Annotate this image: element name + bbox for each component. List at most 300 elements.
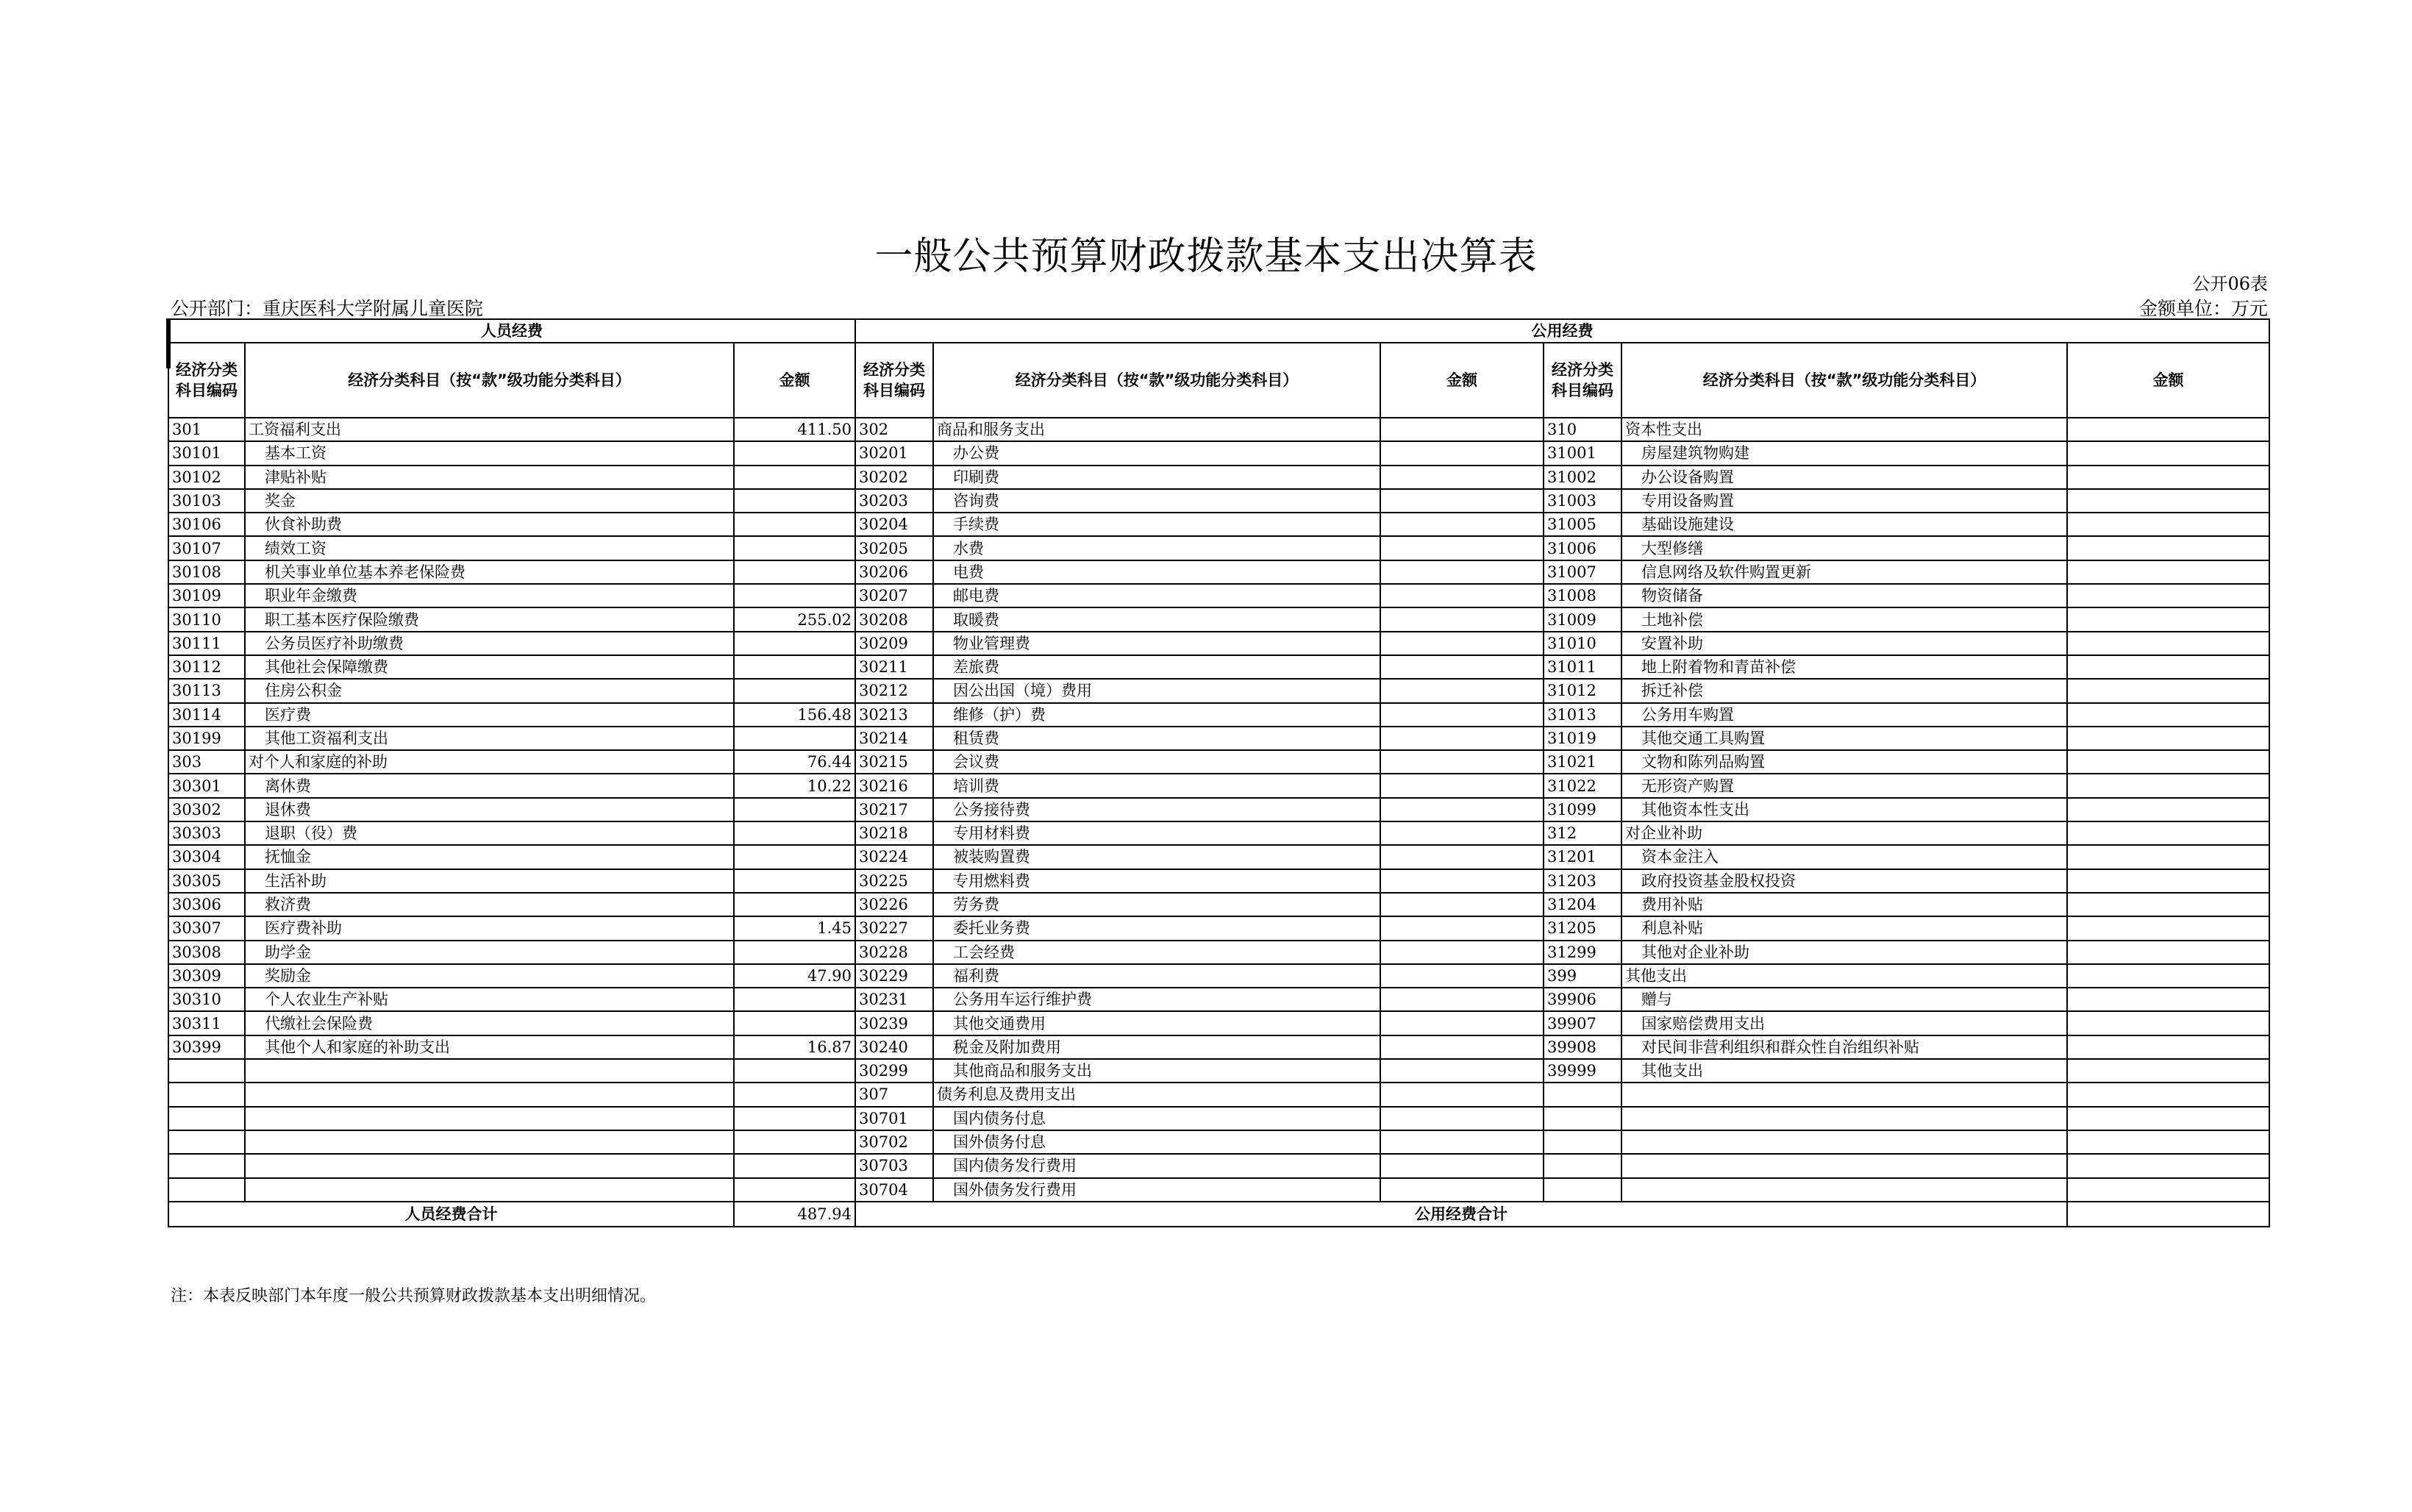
- row-code: 30216: [855, 774, 933, 797]
- table-row: [168, 536, 2269, 560]
- row-code: 31201: [1544, 845, 1621, 869]
- row-name: 公务接待费: [933, 798, 1380, 821]
- row-name: 对个人和家庭的补助: [245, 750, 734, 774]
- row-amount: [734, 560, 855, 584]
- left-border-accent: [166, 318, 171, 368]
- row-amount: [1380, 1035, 1544, 1059]
- row-code: 31019: [1544, 727, 1621, 750]
- row-amount: [2067, 727, 2269, 750]
- row-amount: 1.45: [734, 916, 855, 940]
- row-name: 无形资产购置: [1621, 774, 2067, 797]
- row-name: [245, 1059, 734, 1083]
- row-amount: [1380, 1178, 1544, 1202]
- row-code: 30307: [168, 916, 245, 940]
- row-amount: [1380, 893, 1544, 916]
- col-header-name: 经济分类科目（按“款”级功能分类科目）: [1621, 343, 2067, 418]
- row-amount: 156.48: [734, 703, 855, 727]
- row-code: 30299: [855, 1059, 933, 1083]
- row-name: 赠与: [1621, 988, 2067, 1011]
- table-row: [168, 774, 2269, 797]
- row-amount: [2067, 869, 2269, 893]
- row-name: 其他商品和服务支出: [933, 1059, 1380, 1083]
- row-name: [245, 1154, 734, 1177]
- row-name: 资本金注入: [1621, 845, 2067, 869]
- row-amount: [1380, 869, 1544, 893]
- row-name: 津贴补贴: [245, 466, 734, 489]
- table-row: [168, 1035, 2269, 1059]
- row-name: [1621, 1107, 2067, 1130]
- row-name: 公务用车购置: [1621, 703, 2067, 727]
- row-amount: [734, 441, 855, 465]
- col-header-name: 经济分类科目（按“款”级功能分类科目）: [933, 343, 1380, 418]
- row-name: 办公设备购置: [1621, 466, 2067, 489]
- table-row: [168, 727, 2269, 750]
- row-code: 31011: [1544, 655, 1621, 679]
- row-name: 土地补偿: [1621, 607, 2067, 631]
- row-name: 生活补助: [245, 869, 734, 893]
- row-amount: [734, 632, 855, 655]
- row-code: 30218: [855, 821, 933, 845]
- row-name: 国内债务发行费用: [933, 1154, 1380, 1177]
- row-amount: [734, 466, 855, 489]
- row-name: 奖励金: [245, 964, 734, 988]
- row-amount: [1380, 774, 1544, 797]
- row-name: 离休费: [245, 774, 734, 797]
- table-row: [168, 1107, 2269, 1130]
- table-row: [168, 466, 2269, 489]
- row-code: 30703: [855, 1154, 933, 1177]
- row-amount: [1380, 941, 1544, 964]
- table-row: [168, 916, 2269, 940]
- row-code: [168, 1178, 245, 1202]
- row-code: 30302: [168, 798, 245, 821]
- row-name: 其他社会保障缴费: [245, 655, 734, 679]
- row-code: 30102: [168, 466, 245, 489]
- row-code: 31006: [1544, 536, 1621, 560]
- row-amount: [1380, 1130, 1544, 1154]
- row-amount: [1380, 679, 1544, 702]
- row-name: 拆迁补偿: [1621, 679, 2067, 702]
- table-row: [168, 1011, 2269, 1035]
- row-amount: [734, 1011, 855, 1035]
- row-code: 310: [1544, 418, 1621, 441]
- page-title: 一般公共预算财政拨款基本支出决算表: [874, 235, 1538, 279]
- row-name: 维修（护）费: [933, 703, 1380, 727]
- row-amount: [734, 893, 855, 916]
- amount-unit-label: 金额单位：万元: [2138, 298, 2268, 319]
- row-name: 差旅费: [933, 655, 1380, 679]
- row-amount: [1380, 1107, 1544, 1130]
- row-amount: [2067, 1083, 2269, 1106]
- table-row: [168, 513, 2269, 536]
- row-name: 对企业补助: [1621, 821, 2067, 845]
- row-name: 职业年金缴费: [245, 584, 734, 607]
- row-name: 伙食补助费: [245, 513, 734, 536]
- row-code: [1544, 1130, 1621, 1154]
- row-amount: [1380, 489, 1544, 513]
- row-amount: [2067, 466, 2269, 489]
- row-amount: [1380, 821, 1544, 845]
- row-amount: [2067, 964, 2269, 988]
- row-code: 30702: [855, 1130, 933, 1154]
- row-code: 30231: [855, 988, 933, 1011]
- table-row: [168, 489, 2269, 513]
- row-code: 30225: [855, 869, 933, 893]
- row-code: [1544, 1083, 1621, 1106]
- row-amount: [2067, 513, 2269, 536]
- section-header-row: [168, 319, 2269, 343]
- row-amount: [1380, 845, 1544, 869]
- row-name: 其他交通费用: [933, 1011, 1380, 1035]
- row-code: 30103: [168, 489, 245, 513]
- row-code: 30108: [168, 560, 245, 584]
- row-code: 30228: [855, 941, 933, 964]
- row-amount: [2067, 418, 2269, 441]
- row-amount: [2067, 941, 2269, 964]
- row-amount: [2067, 655, 2269, 679]
- row-amount: [2067, 1130, 2269, 1154]
- row-code: 30310: [168, 988, 245, 1011]
- row-name: 医疗费补助: [245, 916, 734, 940]
- row-amount: 47.90: [734, 964, 855, 988]
- row-amount: [2067, 679, 2269, 702]
- row-code: 312: [1544, 821, 1621, 845]
- row-amount: [734, 727, 855, 750]
- row-amount: [2067, 750, 2269, 774]
- row-name: 地上附着物和青苗补偿: [1621, 655, 2067, 679]
- row-amount: 16.87: [734, 1035, 855, 1059]
- row-amount: [2067, 798, 2269, 821]
- row-name: 取暖费: [933, 607, 1380, 631]
- row-amount: [2067, 584, 2269, 607]
- col-header-code: 经济分类科目编码: [855, 343, 933, 418]
- row-name: 专用材料费: [933, 821, 1380, 845]
- row-name: 基本工资: [245, 441, 734, 465]
- row-code: 39906: [1544, 988, 1621, 1011]
- row-name: 工会经费: [933, 941, 1380, 964]
- row-amount: [1380, 513, 1544, 536]
- row-code: 30227: [855, 916, 933, 940]
- table-row: [168, 750, 2269, 774]
- table-row: [168, 964, 2269, 988]
- row-name: 利息补贴: [1621, 916, 2067, 940]
- table-row: [168, 655, 2269, 679]
- row-code: 30203: [855, 489, 933, 513]
- row-amount: [1380, 916, 1544, 940]
- row-name: 其他交通工具购置: [1621, 727, 2067, 750]
- row-amount: [734, 536, 855, 560]
- row-code: 30211: [855, 655, 933, 679]
- row-amount: [734, 798, 855, 821]
- row-amount: [1380, 750, 1544, 774]
- row-code: 31008: [1544, 584, 1621, 607]
- section-personnel: 人员经费: [168, 319, 855, 343]
- row-amount: [2067, 560, 2269, 584]
- table-row: [168, 893, 2269, 916]
- section-public: 公用经费: [855, 319, 2269, 343]
- row-amount: [734, 513, 855, 536]
- row-code: 30202: [855, 466, 933, 489]
- table-row: [168, 845, 2269, 869]
- row-amount: [1380, 441, 1544, 465]
- row-name: 职工基本医疗保险缴费: [245, 607, 734, 631]
- row-name: 被装购置费: [933, 845, 1380, 869]
- row-name: 助学金: [245, 941, 734, 964]
- row-amount: [734, 821, 855, 845]
- row-code: 30308: [168, 941, 245, 964]
- row-code: 30303: [168, 821, 245, 845]
- row-amount: [1380, 607, 1544, 631]
- row-name: 基础设施建设: [1621, 513, 2067, 536]
- row-code: [168, 1083, 245, 1106]
- row-amount: [2067, 1011, 2269, 1035]
- row-name: 文物和陈列品购置: [1621, 750, 2067, 774]
- row-name: 手续费: [933, 513, 1380, 536]
- row-name: 专用燃料费: [933, 869, 1380, 893]
- table-row: [168, 1130, 2269, 1154]
- col-header-name: 经济分类科目（按“款”级功能分类科目）: [245, 343, 734, 418]
- row-name: 医疗费: [245, 703, 734, 727]
- table-row: [168, 607, 2269, 631]
- table-row: [168, 821, 2269, 845]
- row-code: 30311: [168, 1011, 245, 1035]
- row-amount: [1380, 418, 1544, 441]
- row-amount: [1380, 584, 1544, 607]
- row-code: 30226: [855, 893, 933, 916]
- row-amount: [2067, 1059, 2269, 1083]
- row-code: 31205: [1544, 916, 1621, 940]
- row-code: [1544, 1178, 1621, 1202]
- row-name: [245, 1178, 734, 1202]
- row-amount: [2067, 1035, 2269, 1059]
- row-code: 31021: [1544, 750, 1621, 774]
- row-code: 31299: [1544, 941, 1621, 964]
- row-code: 30114: [168, 703, 245, 727]
- row-name: 救济费: [245, 893, 734, 916]
- row-name: 邮电费: [933, 584, 1380, 607]
- table-row: [168, 679, 2269, 702]
- row-code: 31012: [1544, 679, 1621, 702]
- col-header-code: 经济分类科目编码: [168, 343, 245, 418]
- row-code: 30240: [855, 1035, 933, 1059]
- personnel-total-amount: 487.94: [734, 1202, 855, 1227]
- row-code: 31009: [1544, 607, 1621, 631]
- row-name: 因公出国（境）费用: [933, 679, 1380, 702]
- row-code: 30214: [855, 727, 933, 750]
- row-code: 30215: [855, 750, 933, 774]
- row-name: [1621, 1083, 2067, 1106]
- row-amount: [2067, 988, 2269, 1011]
- col-header-amount: 金额: [734, 343, 855, 418]
- row-code: 31203: [1544, 869, 1621, 893]
- row-name: 机关事业单位基本养老保险费: [245, 560, 734, 584]
- row-amount: [2067, 703, 2269, 727]
- row-amount: [2067, 1107, 2269, 1130]
- row-name: 债务利息及费用支出: [933, 1083, 1380, 1106]
- row-code: 31005: [1544, 513, 1621, 536]
- row-code: 31013: [1544, 703, 1621, 727]
- row-name: 退休费: [245, 798, 734, 821]
- row-name: 培训费: [933, 774, 1380, 797]
- row-amount: [734, 489, 855, 513]
- row-amount: [734, 869, 855, 893]
- row-amount: [2067, 632, 2269, 655]
- row-amount: [2067, 893, 2269, 916]
- row-code: 307: [855, 1083, 933, 1106]
- row-code: 30306: [168, 893, 245, 916]
- row-name: 抚恤金: [245, 845, 734, 869]
- row-code: [168, 1130, 245, 1154]
- row-code: 30207: [855, 584, 933, 607]
- row-amount: [1380, 1011, 1544, 1035]
- row-code: 30704: [855, 1178, 933, 1202]
- row-name: 水费: [933, 536, 1380, 560]
- row-code: 30239: [855, 1011, 933, 1035]
- row-code: 31204: [1544, 893, 1621, 916]
- row-name: 退职（役）费: [245, 821, 734, 845]
- row-code: 30110: [168, 607, 245, 631]
- table-row: [168, 869, 2269, 893]
- personnel-total-label: 人员经费合计: [168, 1202, 734, 1227]
- budget-table: [168, 318, 2270, 1227]
- table-row: [168, 632, 2269, 655]
- row-name: 印刷费: [933, 466, 1380, 489]
- row-code: 30208: [855, 607, 933, 631]
- row-name: 国外债务发行费用: [933, 1178, 1380, 1202]
- row-code: 30229: [855, 964, 933, 988]
- row-code: 30205: [855, 536, 933, 560]
- row-name: 咨询费: [933, 489, 1380, 513]
- col-header-code: 经济分类科目编码: [1544, 343, 1621, 418]
- row-amount: [1380, 988, 1544, 1011]
- row-code: 30213: [855, 703, 933, 727]
- table-row: [168, 988, 2269, 1011]
- row-name: [1621, 1154, 2067, 1177]
- row-name: 会议费: [933, 750, 1380, 774]
- row-name: 费用补贴: [1621, 893, 2067, 916]
- row-code: 30217: [855, 798, 933, 821]
- row-code: 30212: [855, 679, 933, 702]
- row-name: 代缴社会保险费: [245, 1011, 734, 1035]
- row-code: [168, 1059, 245, 1083]
- row-code: 302: [855, 418, 933, 441]
- row-code: 303: [168, 750, 245, 774]
- form-number: 公开06表: [2192, 274, 2268, 294]
- row-name: 其他对企业补助: [1621, 941, 2067, 964]
- row-amount: [1380, 798, 1544, 821]
- row-name: 委托业务费: [933, 916, 1380, 940]
- row-code: 30304: [168, 845, 245, 869]
- row-code: 30305: [168, 869, 245, 893]
- row-code: 30399: [168, 1035, 245, 1059]
- row-amount: [1380, 560, 1544, 584]
- row-code: 30101: [168, 441, 245, 465]
- table-row: [168, 584, 2269, 607]
- row-amount: [1380, 536, 1544, 560]
- row-code: 30113: [168, 679, 245, 702]
- row-amount: [734, 1178, 855, 1202]
- row-amount: [734, 1107, 855, 1130]
- col-header-amount: 金额: [1380, 343, 1544, 418]
- row-amount: [2067, 441, 2269, 465]
- row-amount: [1380, 727, 1544, 750]
- row-name: 绩效工资: [245, 536, 734, 560]
- row-code: [168, 1154, 245, 1177]
- row-code: 39999: [1544, 1059, 1621, 1083]
- table-row: [168, 418, 2269, 441]
- row-name: 商品和服务支出: [933, 418, 1380, 441]
- row-code: 39908: [1544, 1035, 1621, 1059]
- row-code: 301: [168, 418, 245, 441]
- row-name: 公务员医疗补助缴费: [245, 632, 734, 655]
- department-label: 公开部门：重庆医科大学附属儿童医院: [171, 298, 484, 319]
- row-code: 30107: [168, 536, 245, 560]
- row-name: 租赁费: [933, 727, 1380, 750]
- row-amount: [2067, 1178, 2269, 1202]
- table-row: [168, 441, 2269, 465]
- table-row: [168, 1083, 2269, 1106]
- row-name: [245, 1107, 734, 1130]
- row-amount: [1380, 703, 1544, 727]
- row-code: 31002: [1544, 466, 1621, 489]
- row-name: 奖金: [245, 489, 734, 513]
- row-name: 大型修缮: [1621, 536, 2067, 560]
- row-amount: 411.50: [734, 418, 855, 441]
- row-name: 电费: [933, 560, 1380, 584]
- row-amount: [2067, 1154, 2269, 1177]
- row-code: 30106: [168, 513, 245, 536]
- row-code: [1544, 1154, 1621, 1177]
- row-amount: [2067, 536, 2269, 560]
- table-row: [168, 560, 2269, 584]
- row-code: 30199: [168, 727, 245, 750]
- row-code: 399: [1544, 964, 1621, 988]
- row-code: 39907: [1544, 1011, 1621, 1035]
- row-code: 31001: [1544, 441, 1621, 465]
- row-amount: [2067, 489, 2269, 513]
- row-name: 税金及附加费用: [933, 1035, 1380, 1059]
- row-name: 办公费: [933, 441, 1380, 465]
- row-name: 住房公积金: [245, 679, 734, 702]
- row-name: 福利费: [933, 964, 1380, 988]
- row-code: 30109: [168, 584, 245, 607]
- row-name: 物资储备: [1621, 584, 2067, 607]
- row-name: 其他支出: [1621, 1059, 2067, 1083]
- row-name: 物业管理费: [933, 632, 1380, 655]
- row-amount: [2067, 821, 2269, 845]
- row-name: 工资福利支出: [245, 418, 734, 441]
- table-row: [168, 1059, 2269, 1083]
- row-name: 其他资本性支出: [1621, 798, 2067, 821]
- row-code: 30309: [168, 964, 245, 988]
- row-amount: [734, 941, 855, 964]
- table-row: [168, 1154, 2269, 1177]
- row-name: 国内债务付息: [933, 1107, 1380, 1130]
- row-amount: 76.44: [734, 750, 855, 774]
- row-code: 30201: [855, 441, 933, 465]
- row-name: 安置补助: [1621, 632, 2067, 655]
- row-code: [1544, 1107, 1621, 1130]
- row-name: [245, 1083, 734, 1106]
- row-name: 对民间非营利组织和群众性自治组织补贴: [1621, 1035, 2067, 1059]
- row-amount: [1380, 466, 1544, 489]
- row-amount: [1380, 1083, 1544, 1106]
- row-amount: [734, 988, 855, 1011]
- row-amount: [734, 1154, 855, 1177]
- totals-row: [168, 1202, 2269, 1227]
- row-name: 政府投资基金股权投资: [1621, 869, 2067, 893]
- row-code: 30111: [168, 632, 245, 655]
